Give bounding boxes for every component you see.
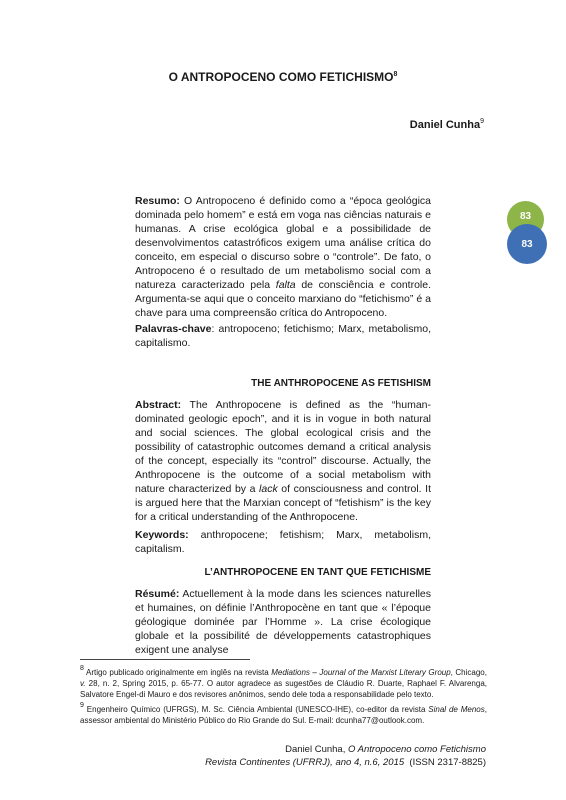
abstract-label: Abstract:	[135, 399, 182, 411]
resumo-text-1: O Antropoceno é definido como a “época geológica dominada pelo homem” e está em voga nas ciências naturais e humanas. A crise ecológica global e a possibilidade de desenvolvimentos catastróficos exigem uma análise crítica do conceito, em especial o discurso sobre o “controle”. De fato, o Antropoceno é o resultado de um metabolismo social com a natureza caracterizado pela	[135, 195, 431, 291]
footnote-separator	[80, 659, 250, 660]
page-title	[0, 68, 566, 86]
resumo-paragraph	[135, 194, 431, 320]
footnote-8	[80, 663, 487, 700]
author-footnote-marker[interactable]: 9	[480, 118, 484, 125]
palavras-chave-paragraph	[135, 322, 431, 350]
author-text: Daniel Cunha	[409, 119, 481, 131]
footnote-8-text-1: Artigo publicado originalmente em inglês na revista	[83, 668, 272, 677]
footnote-8-journal: Mediations – Journal of the Marxist Literary Group	[271, 668, 451, 677]
badge-blue-number: 83	[521, 238, 533, 250]
footnote-9-journal: Sinal de Menos	[428, 705, 485, 714]
page-number-badge-blue	[507, 224, 547, 264]
footer-line-2	[186, 756, 486, 769]
resumo-label: Resumo:	[135, 195, 180, 207]
footnote-8-text-3: 28, n. 2, Spring 2015, p. 65-77. O autor agradece as sugestões de Cláudio R. Duarte, Raphael F. Alvarenga, Salvatore Engel-di Mauro e dos revisores anônimos, sendo dele toda a responsabilidade pelo texto.	[80, 679, 487, 699]
resume-label: Résumé:	[135, 588, 180, 600]
resumo-text-2: de consciência e controle. Argumenta-se aqui que o conceito marxiano do “fetichismo” é a chave para uma compreensão crítica do Antropoceno.	[135, 279, 431, 319]
resume-paragraph	[135, 587, 431, 657]
footer-article-title: O Antropoceno como Fetichismo	[348, 744, 486, 755]
title-text: O ANTROPOCENO COMO FETICHISMO	[168, 70, 394, 84]
author-name	[410, 118, 484, 131]
footnote-8-vol: v.	[80, 679, 86, 688]
footnote-9	[80, 700, 487, 726]
english-section-heading: THE ANTHROPOCENE AS FETISHISM	[251, 378, 431, 389]
abstract-paragraph	[135, 398, 431, 524]
palavras-chave-label: Palavras-chave	[135, 323, 212, 335]
footer-author: Daniel Cunha,	[285, 744, 348, 755]
palavras-chave-text: : antropoceno; fetichismo; Marx, metabolismo, capitalismo.	[135, 323, 431, 349]
resumo-emphasis: falta	[275, 279, 296, 291]
footnote-9-text-1: Engenheiro Químico (UFRGS), M. Sc. Ciência Ambiental (UNESCO-IHE), co-editor da revista	[83, 705, 429, 714]
footer-line-1	[186, 743, 486, 756]
french-section-heading: L’ANTHROPOCENE EN TANT QUE FETICHISME	[204, 567, 431, 578]
footnote-8-text-2: , Chicago,	[450, 668, 487, 677]
footer-journal: Revista Continentes (UFRRJ), ano 4, n.6, 2015	[205, 757, 405, 768]
keywords-text: anthropocene; fetishism; Marx, metabolism, capitalism.	[135, 529, 431, 555]
keywords-label: Keywords:	[135, 529, 189, 541]
page-footer	[186, 743, 486, 769]
title-footnote-marker[interactable]: 8	[393, 71, 398, 78]
abstract-text-1: The Anthropocene is defined as the “human-dominated geologic epoch”, and it is in vogue in both natural and social sciences. The global ecological crisis and the possibility of catastrophic outcomes demand a critical analysis of the concept, especially its “control” discourse. Actually, the Anthropocene is the outcome of a social metabolism with nature characterized by a	[135, 399, 431, 495]
resume-text: Actuellement à la mode dans les sciences naturelles et humaines, on définie l’Anthropocène en tant que « l’époque géologique dominée par l’Homme ». La crise écologique globale et la possibilité de développements catastrophiques exigent une analyse	[135, 588, 431, 656]
footnote-8-marker: 8	[80, 665, 84, 672]
footnote-9-marker: 9	[80, 702, 84, 709]
footnotes	[80, 663, 487, 726]
footer-issn: (ISSN 2317-8825)	[404, 757, 486, 768]
abstract-emphasis: lack	[259, 483, 278, 495]
footnote-9-text-2: , assessor ambiental do Ministério Público do Rio Grande do Sul. E-mail: dcunha77@outlook.com.	[80, 705, 487, 725]
badge-green-number: 83	[519, 211, 532, 222]
abstract-text-2: of consciousness and control. It is argued here that the Marxian concept of “fetishism” is the key for a critical understanding of the Anthropocene.	[135, 483, 431, 523]
keywords-paragraph	[135, 528, 431, 556]
